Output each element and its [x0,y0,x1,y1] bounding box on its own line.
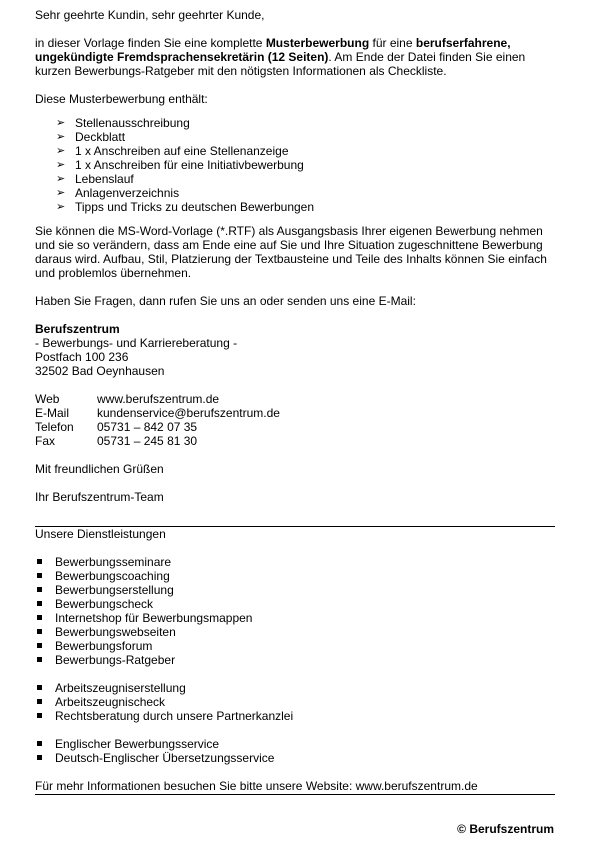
list-item: Bewerbungscheck [35,597,555,611]
services-list-2 [35,681,555,723]
square-bullet-icon [37,685,42,690]
greeting: Sehr geehrte Kundin, sehr geehrter Kunde, [35,8,265,22]
letter-page [35,8,555,795]
table-row: Telefon 05731 – 842 07 35 [35,420,280,434]
intro-bold-1: Musterbewerbung [265,36,370,50]
list-item: Englischer Bewerbungsservice [35,737,555,751]
arrow-bullet-icon: ➢ [56,159,66,171]
intro-text-3: . Am Ende der Datei finden Sie einen kurzen Bewerbungs-Ratgeber mit den nötigsten Informationen als Checkliste. [35,50,526,78]
copyright-notice: © Berufszentrum [457,822,554,836]
company-postbox: Postfach 100 236 [35,350,129,364]
list-item: ➢ Anlagenverzeichnis [56,186,180,200]
more-info-text: Für mehr Informationen besuchen Sie bitte unsere Website: www.berufszentrum.de [35,779,555,795]
list-item: Bewerbungsseminare [35,555,555,569]
square-bullet-icon [37,573,42,578]
services-list-3 [35,737,555,765]
phone-number: 05731 – 842 07 35 [97,420,198,434]
arrow-bullet-icon: ➢ [56,187,66,199]
list-item: Bewerbungswebseiten [35,625,555,639]
fax-number: 05731 – 245 81 30 [97,434,198,448]
square-bullet-icon [37,713,42,718]
table-row: E-Mail kundenservice@berufszentrum.de [35,406,280,420]
square-bullet-icon [37,755,42,760]
list-item: Internetshop für Bewerbungsmappen [35,611,555,625]
list-item: ➢ 1 x Anschreiben auf eine Stellenanzeige [56,144,289,158]
arrow-bullet-icon: ➢ [56,145,66,157]
list-item: Bewerbungserstellung [35,583,555,597]
table-row: Web www.berufszentrum.de [35,392,280,406]
square-bullet-icon [37,587,42,592]
contents-heading: Diese Musterbewerbung enthält: [35,92,208,106]
list-item: Bewerbungs-Ratgeber [35,653,555,667]
list-item: Arbeitszeugniserstellung [35,681,555,695]
list-item: ➢ Lebenslauf [56,172,134,186]
arrow-bullet-icon: ➢ [56,131,66,143]
questions-paragraph: Haben Sie Fragen, dann rufen Sie uns an oder senden uns eine E-Mail: [35,294,416,308]
list-item: ➢ Stellenausschreibung [56,116,190,130]
services-list-1 [35,555,555,667]
square-bullet-icon [37,629,42,634]
services-heading: Unsere Dienstleistungen [35,527,166,541]
usage-paragraph: Sie können die MS-Word-Vorlage (*.RTF) als Ausgangsbasis Ihrer eigenen Bewerbung nehmen und sie so verändern, dass am Ende eine auf Sie und Ihre Situation zugeschnittene Bewerbung daraus wird. Aufbau, Stil, Platzierung der Textbausteine und Teile des Inhalts können Sie einfach und problemlos übernehmen. [35,224,547,280]
list-item: ➢ 1 x Anschreiben für eine Initiativbewerbung [56,158,304,172]
arrow-bullet-icon: ➢ [56,201,66,213]
arrow-bullet-icon: ➢ [56,117,66,129]
square-bullet-icon [37,601,42,606]
intro-text-2: für eine [369,36,416,50]
list-item: ➢ Tipps und Tricks zu deutschen Bewerbungen [56,200,315,214]
company-city: 32502 Bad Oeynhausen [35,364,165,378]
square-bullet-icon [37,615,42,620]
square-bullet-icon [37,643,42,648]
intro-text-1: in dieser Vorlage finden Sie eine komplette [35,36,266,50]
list-item: Bewerbungscoaching [35,569,555,583]
list-item: Deutsch-Englischer Übersetzungsservice [35,751,555,765]
intro-bold-2: berufserfahrene, ungekündigte Fremdsprachensekretärin (12 Seiten) [35,36,511,64]
table-row: Fax 05731 – 245 81 30 [35,434,280,448]
list-item: Bewerbungsforum [35,639,555,653]
square-bullet-icon [37,657,42,662]
list-item: Arbeitszeugnischeck [35,695,555,709]
website-link[interactable]: www.berufszentrum.de [97,392,220,406]
closing: Mit freundlichen Grüßen [35,462,164,476]
list-item: Rechtsberatung durch unsere Partnerkanzlei [35,709,555,723]
square-bullet-icon [37,559,42,564]
contact-table [35,392,280,448]
intro-paragraph [35,36,555,78]
contents-list [35,116,555,214]
square-bullet-icon [37,699,42,704]
list-item: ➢ Deckblatt [56,130,126,144]
company-tagline: - Bewerbungs- und Karriereberatung - [35,336,238,350]
company-name: Berufszentrum [35,322,120,336]
arrow-bullet-icon: ➢ [56,173,66,185]
square-bullet-icon [37,741,42,746]
email-link[interactable]: kundenservice@berufszentrum.de [97,406,280,420]
signature: Ihr Berufszentrum-Team [35,490,164,504]
